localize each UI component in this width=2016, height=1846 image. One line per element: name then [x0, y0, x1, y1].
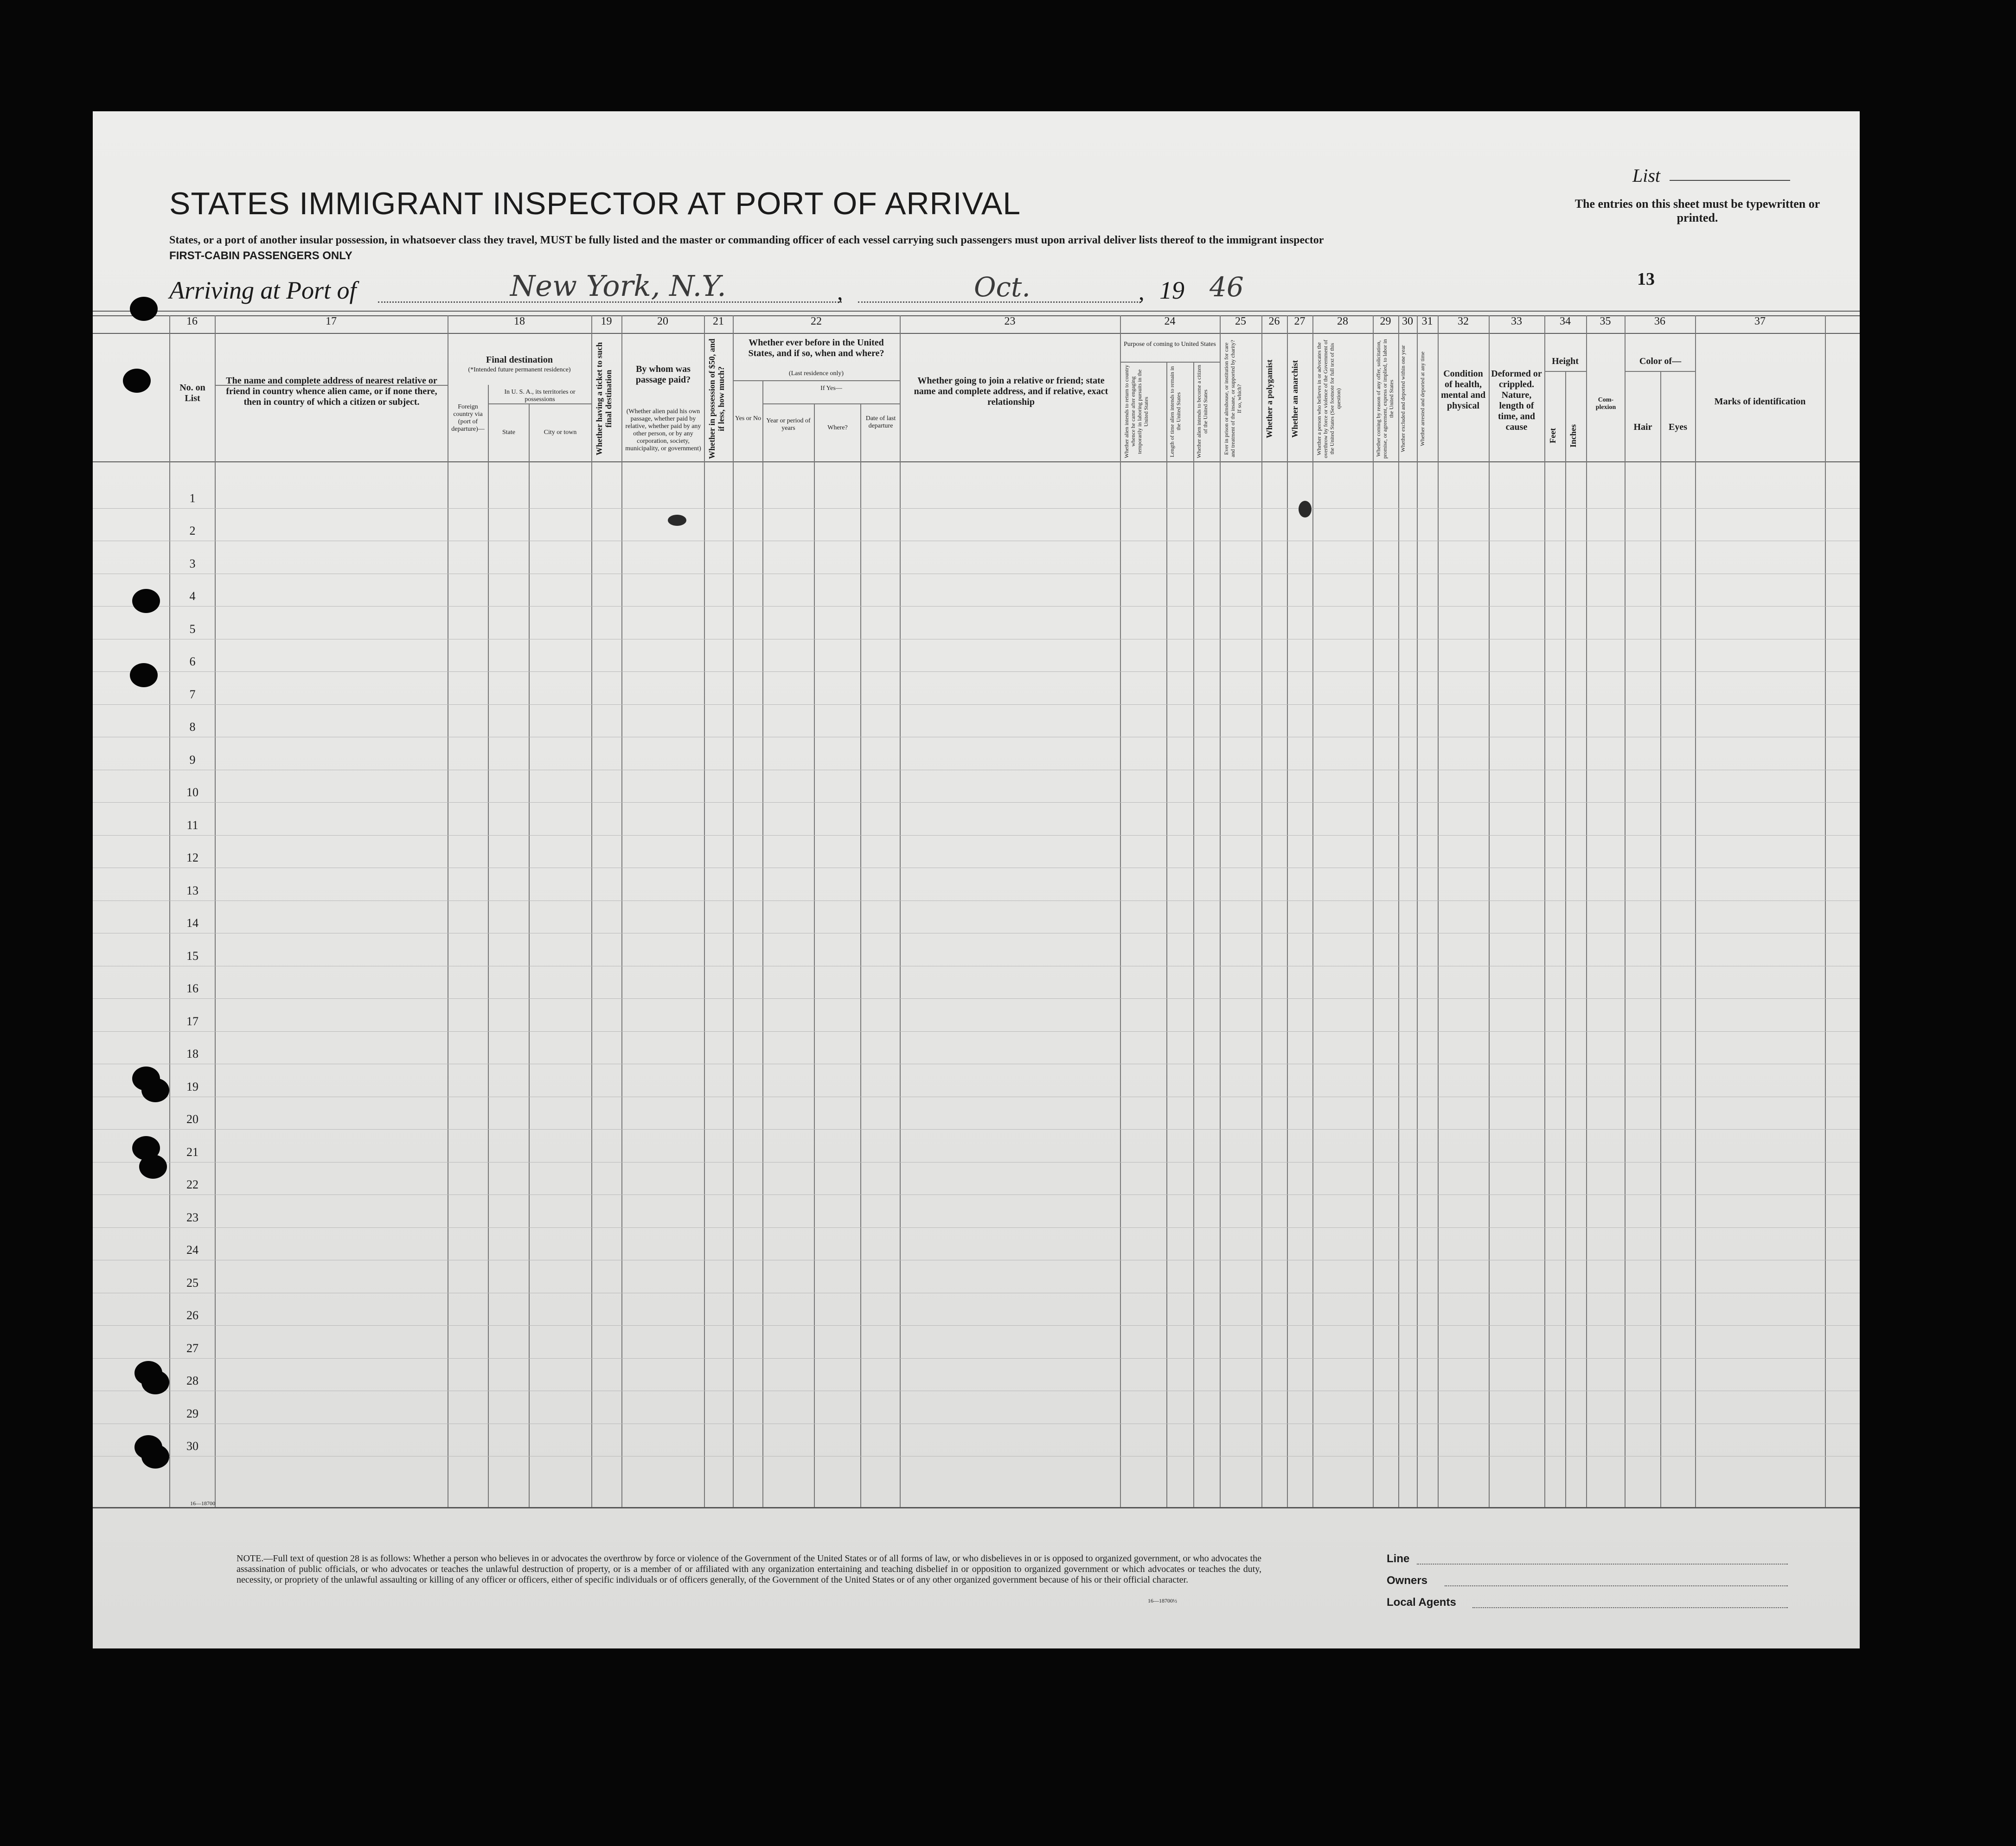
table-row	[93, 1358, 1860, 1359]
col-rule	[1489, 315, 1490, 1507]
sub-rule	[762, 403, 900, 404]
row-number: 3	[189, 556, 196, 570]
table-row	[93, 508, 1860, 509]
manifest-table	[93, 311, 1860, 1516]
list-number-line	[1670, 180, 1790, 181]
punch-hole	[141, 1444, 169, 1469]
col-number: 32	[1458, 315, 1469, 327]
ink-blot	[668, 515, 686, 526]
row-number: 17	[186, 1014, 198, 1028]
col-23-header: Whether going to join a relative or friend; state name and complete address, and if relative, exact relationship	[914, 376, 1108, 407]
col-number: 36	[1654, 315, 1665, 327]
col-18-foreign: Foreign country via (port of departure)—	[451, 403, 485, 433]
row-number: 18	[186, 1047, 198, 1060]
col-number: 25	[1235, 315, 1246, 327]
comma: ,	[1139, 279, 1145, 305]
col-25-header: Ever in prison or almshouse, or institution for care and treatment of the insane, or supported by charity? If so, which?	[1223, 340, 1242, 458]
col-26-header: Whether a polygamist	[1265, 359, 1274, 438]
punch-hole	[123, 369, 151, 393]
sheet-number: 13	[1637, 269, 1655, 289]
row-number: 30	[186, 1439, 198, 1453]
table-row	[93, 1162, 1860, 1163]
col-24-a: Whether alien intends to return to country whence he came after engaging temporarily in laboring pursuits in the United States	[1123, 364, 1149, 459]
local-agents-field	[1472, 1607, 1788, 1608]
col-number: 19	[601, 315, 612, 327]
col-number: 18	[514, 315, 525, 327]
col-rule	[1120, 315, 1121, 1507]
col-20-header: By whom was passage paid?	[635, 364, 691, 385]
col-rule	[1373, 315, 1374, 1507]
sub-rule	[733, 380, 900, 381]
owners-field	[1445, 1585, 1788, 1586]
row-number: 23	[186, 1210, 198, 1224]
col-16-header: No. on List	[179, 383, 205, 403]
col-rule	[704, 315, 705, 1507]
col-rule	[1398, 315, 1399, 1507]
col-number: 21	[713, 315, 724, 327]
footnote: NOTE.—Full text of question 28 is as follows: Whether a person who believes in or advocates the overthrow by force or violence of the Government of the United States or of all forms of law, or who disbelieves in or is opposed to organized government, or who advocates the assassination of public officials, or who advocates or teaches the unlawful destruction of property, or is a member of or affiliated with any organization entertaining and teaching disbelief in or opposition to organized government or which advocates or teaches the duty, necessity, or propriety of the unlawful assaulting or killing of any officer or officers, either of specific individuals or of officers generally, of the Government of the United States or of any other organized government because of his or their official character.	[237, 1553, 1261, 1585]
row-number: 13	[186, 883, 198, 897]
col-rule	[1261, 315, 1262, 1507]
col-28-header: Whether a person who believes in or advocates the overthrow by force or violence of the Government of the United States (See footnote for full text of this question)	[1316, 339, 1342, 458]
col-34-feet: Feet	[1548, 428, 1557, 444]
line-label: Line	[1387, 1552, 1410, 1565]
row-number: 22	[186, 1178, 198, 1191]
table-row	[93, 704, 1860, 705]
local-agents-label: Local Agents	[1387, 1596, 1456, 1609]
col-rule	[591, 315, 592, 1507]
row-number: 7	[189, 687, 196, 701]
row-number: 1	[189, 491, 196, 505]
row-number: 14	[186, 916, 198, 930]
col-22-yesno: Yes or No	[735, 415, 762, 422]
col-30-header: Whether excluded and deported within one year	[1400, 345, 1406, 453]
typewritten-note: The entries on this sheet must be typewritten or printed.	[1574, 197, 1820, 224]
row-number: 19	[186, 1079, 198, 1093]
row-number: 4	[189, 589, 196, 603]
row-number: 2	[189, 524, 196, 537]
punch-hole	[130, 663, 158, 687]
table-row	[93, 1194, 1860, 1195]
col-rule	[1287, 315, 1288, 1507]
col-36-header: Color of—	[1639, 356, 1682, 366]
col-24-header: Purpose of coming to United States	[1124, 341, 1216, 348]
col-32-header: Condition of health, mental and physical	[1440, 369, 1486, 411]
col-number: 27	[1294, 315, 1306, 327]
col-18-header: Final destination	[486, 355, 553, 365]
sub-rule	[1120, 362, 1220, 363]
row-number: 8	[189, 720, 196, 734]
ink-blot	[1299, 501, 1312, 517]
row-number: 5	[189, 622, 196, 636]
form-code: 16—18700	[190, 1500, 215, 1507]
sub-rule	[1625, 371, 1695, 372]
col-rule	[1312, 315, 1313, 1507]
col-36-hair: Hair	[1633, 422, 1652, 432]
row-number: 6	[189, 655, 196, 668]
col-22-date: Date of last departure	[865, 415, 896, 429]
punch-hole	[132, 589, 160, 613]
row-number: 11	[186, 818, 198, 832]
col-18-state: State	[502, 429, 515, 436]
row-number: 25	[186, 1276, 198, 1290]
col-19-header: Whether having a ticket to such final destination	[595, 342, 613, 456]
col-36-eyes: Eyes	[1669, 422, 1687, 432]
col-rule	[1695, 315, 1696, 1507]
class-line: FIRST-CABIN PASSENGERS ONLY	[169, 249, 352, 262]
col-rule	[488, 385, 489, 1507]
col-24-b: Length of time alien intends to remain in the United States	[1169, 366, 1182, 457]
table-row	[93, 1129, 1860, 1130]
col-35-header: Com- plexion	[1595, 396, 1616, 411]
col-22-ifyes: If Yes—	[820, 385, 842, 392]
punch-hole	[141, 1078, 169, 1102]
table-row	[93, 671, 1860, 672]
row-number: 27	[186, 1341, 198, 1355]
col-number: 34	[1560, 315, 1571, 327]
row-number: 20	[186, 1112, 198, 1126]
sub-rule	[488, 403, 591, 404]
row-number: 15	[186, 949, 198, 963]
col-33-header: Deformed or crippled. Nature, length of time, and cause	[1491, 369, 1542, 432]
col-18-subheader: (*Intended future permanent residence)	[468, 366, 571, 373]
col-rule	[1438, 315, 1439, 1507]
row-number: 9	[189, 753, 196, 767]
row-number: 29	[186, 1406, 198, 1420]
col-22-where: Where?	[827, 424, 848, 431]
table-row	[93, 606, 1860, 607]
col-number: 17	[326, 315, 337, 327]
table-row	[93, 1227, 1860, 1228]
col-rule	[1220, 315, 1221, 1507]
arriving-label: Arriving at Port of	[169, 276, 357, 304]
col-number: 28	[1337, 315, 1348, 327]
comma: ,	[837, 279, 843, 305]
row-number: 16	[186, 982, 198, 995]
col-number: 33	[1511, 315, 1522, 327]
col-22-subheader: (Last residence only)	[788, 370, 844, 377]
punch-hole	[130, 297, 158, 321]
col-number: 30	[1402, 315, 1413, 327]
punch-hole	[141, 1370, 169, 1394]
col-rule	[1544, 315, 1545, 1507]
col-rule	[1660, 371, 1661, 1507]
col-22-header: Whether ever before in the United States, and if so, when and where?	[748, 338, 884, 358]
col-rule	[1586, 315, 1587, 1507]
owners-label: Owners	[1387, 1574, 1428, 1587]
manifest-sheet	[93, 111, 1860, 1648]
col-rule	[814, 403, 815, 1507]
row-number: 12	[186, 851, 198, 864]
table-row	[93, 835, 1860, 836]
table-row	[93, 1325, 1860, 1326]
col-18-usa: In U. S. A., its territories or possessions	[504, 389, 576, 403]
col-34-inches: Inches	[1568, 424, 1578, 448]
col-22-year: Year or period of years	[766, 417, 811, 432]
col-rule	[762, 380, 763, 1507]
col-17-header: The name and complete address of nearest relative or friend in country whence alien came, or if none there, then in country of which a citizen or subject.	[226, 376, 437, 407]
col-number: 31	[1421, 315, 1433, 327]
instructions-line: States, or a port of another insular possession, in whatsoever class they travel, MUST be fully listed and the master or commanding officer of each vessel carrying such passengers must upon arrival deliver lists thereof to the immigrant inspector	[169, 234, 1324, 246]
list-label: List	[1632, 165, 1661, 186]
col-37-header: Marks of identification	[1714, 396, 1806, 407]
col-rule	[860, 403, 861, 1507]
col-number: 20	[657, 315, 668, 327]
col-number: 24	[1164, 315, 1176, 327]
row-number: 21	[186, 1145, 198, 1159]
year-printed: 19	[1159, 276, 1184, 304]
col-24-c: Whether alien intends to become a citizen of the United States	[1196, 364, 1209, 459]
col-rule	[1625, 315, 1626, 1507]
table-top-rule	[93, 311, 1860, 312]
col-number: 22	[811, 315, 822, 327]
col-rule	[1565, 371, 1566, 1507]
col-rule	[1825, 315, 1826, 1507]
col-18-city: City or town	[544, 429, 577, 436]
col-number: 16	[186, 315, 198, 327]
col-number: 29	[1380, 315, 1391, 327]
col-number: 37	[1754, 315, 1766, 327]
row-number: 26	[186, 1309, 198, 1322]
table-row	[93, 802, 1860, 803]
row-number: 10	[186, 786, 198, 799]
col-29-header: Whether coming by reason of any offer, solicitation, promise, or agreement, express or implied, to labor in the United States	[1375, 339, 1395, 459]
col-27-header: Whether an anarchist	[1290, 360, 1299, 438]
col-rule	[1193, 362, 1194, 1507]
page-title: STATES IMMIGRANT INSPECTOR AT PORT OF ARRIVAL	[169, 186, 1021, 221]
table-row	[93, 998, 1860, 999]
col-20-subheader: (Whether alien paid his own passage, whether paid by relative, whether paid by any other person, or by any corporation, society, municipality, or government)	[625, 408, 701, 452]
col-21-header: Whether in possession of $50, and if less, how much?	[707, 339, 726, 459]
year-handwritten: 46	[1210, 271, 1244, 303]
col-rule	[1417, 315, 1418, 1507]
col-rule	[529, 403, 530, 1507]
col-rule	[900, 315, 901, 1507]
line-field	[1417, 1564, 1788, 1565]
col-34-header: Height	[1552, 356, 1579, 366]
row-number: 28	[186, 1374, 198, 1387]
col-rule	[621, 315, 622, 1507]
colnum-rule	[93, 333, 1860, 334]
col-rule	[1166, 362, 1167, 1507]
sub-rule	[1544, 371, 1586, 372]
col-number: 26	[1268, 315, 1280, 327]
punch-hole	[139, 1155, 167, 1179]
port-handwritten: New York, N.Y.	[510, 269, 726, 303]
col-rule	[733, 315, 734, 1507]
col-number: 35	[1600, 315, 1611, 327]
col-number: 23	[1004, 315, 1016, 327]
footnote-code: 16—18700½	[1148, 1597, 1177, 1604]
header-bottom-rule	[93, 461, 1860, 462]
table-row	[93, 1031, 1860, 1032]
col-31-header: Whether arrested and deported at any time	[1419, 351, 1426, 446]
row-number: 24	[186, 1243, 198, 1257]
month-handwritten: Oct.	[974, 271, 1030, 303]
table-bottom-rule	[93, 1507, 1860, 1508]
